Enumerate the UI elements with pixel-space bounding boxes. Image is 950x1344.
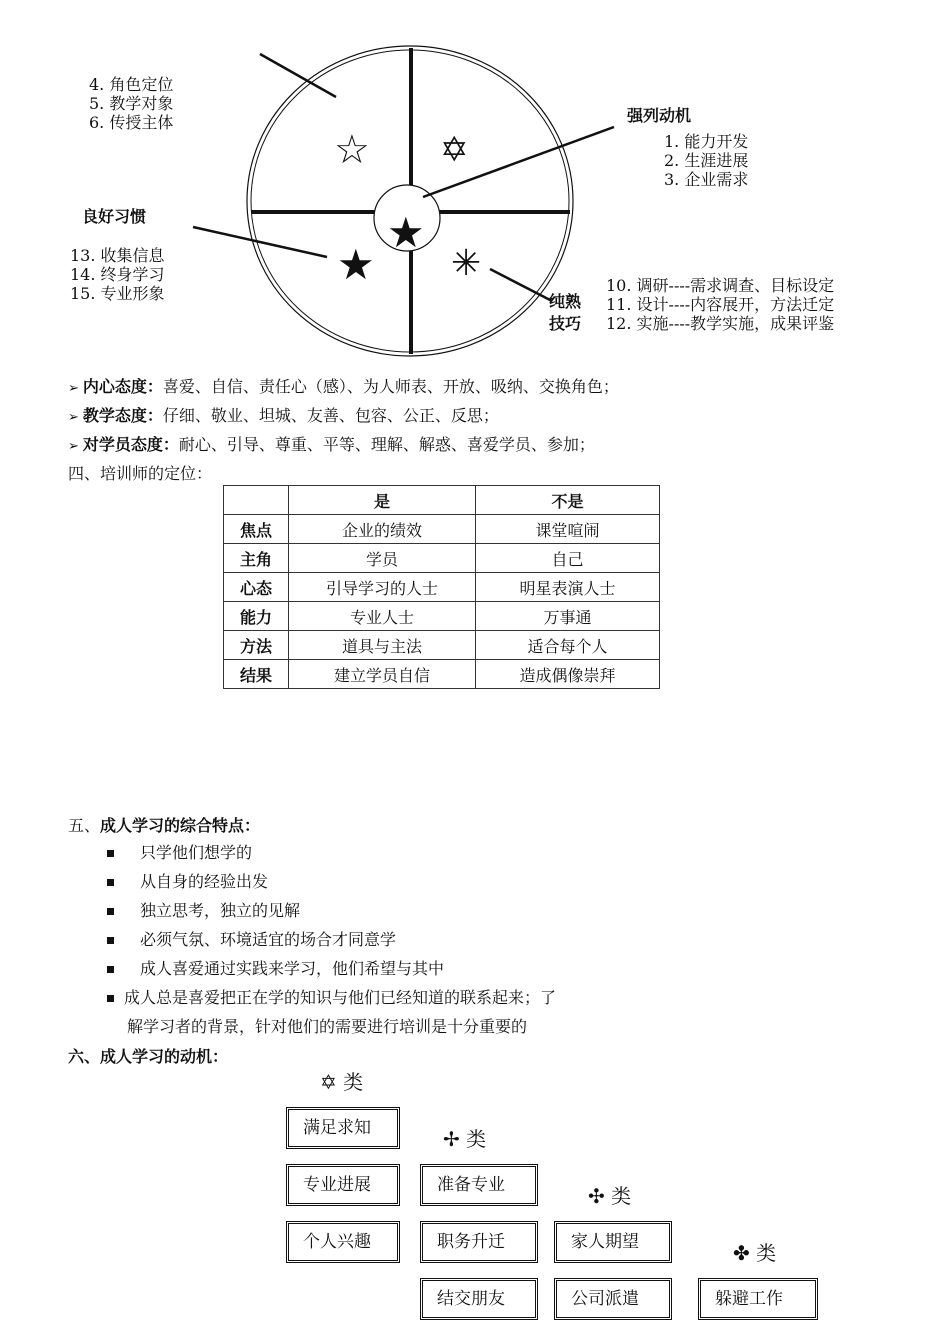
pointer-top-left bbox=[260, 54, 336, 97]
list-item bbox=[107, 840, 252, 863]
attitude-text: 喜爱、自信、责任心（感）、为人师表、开放、吸纳、交换角色； bbox=[162, 377, 619, 396]
list-item bbox=[107, 927, 396, 950]
table-cell: 造成偶像崇拜 bbox=[476, 660, 660, 689]
symbol-bottom-left-icon: ★ bbox=[337, 240, 375, 289]
table-header-cell bbox=[224, 486, 289, 515]
motivation-box: 结交朋友 bbox=[420, 1278, 538, 1320]
attitude-line bbox=[68, 432, 595, 455]
attitude-line bbox=[68, 374, 619, 397]
list-item: 12. 实施----教学实施，成果评鉴 bbox=[606, 314, 835, 333]
category-text: 类 bbox=[343, 1070, 364, 1094]
four-point-cross-icon: ✢ bbox=[443, 1127, 460, 1151]
category-label bbox=[588, 1180, 631, 1209]
attitude-label: 教学态度： bbox=[82, 406, 163, 425]
habits-list bbox=[70, 246, 165, 303]
table-header-cell: 不是 bbox=[476, 486, 660, 515]
table-header-cell: 是 bbox=[289, 486, 476, 515]
table-row bbox=[224, 573, 660, 602]
category-label bbox=[320, 1066, 363, 1095]
habits-title: 良好习惯 bbox=[82, 207, 147, 226]
list-item: 13. 收集信息 bbox=[70, 246, 165, 265]
arrow-bullet-icon: ➢ bbox=[68, 381, 79, 396]
table-cell: 明星表演人士 bbox=[476, 573, 660, 602]
motivation-box: 满足求知 bbox=[286, 1107, 400, 1149]
motivation-box: 家人期望 bbox=[554, 1221, 672, 1263]
list-item: 2. 生涯进展 bbox=[664, 151, 749, 170]
list-item: 6. 传授主体 bbox=[89, 113, 174, 132]
table-cell: 道具与主法 bbox=[289, 631, 476, 660]
list-item-text: 成人总是喜爱把正在学的知识与他们已经知道的联系起来；了 bbox=[124, 988, 557, 1007]
motivation-box: 个人兴趣 bbox=[286, 1221, 400, 1263]
trainer-positioning-table bbox=[223, 485, 660, 689]
category-label bbox=[443, 1123, 486, 1152]
square-bullet-icon bbox=[107, 908, 114, 915]
symbol-top-left-icon: ☆ bbox=[334, 127, 370, 173]
square-bullet-icon bbox=[107, 850, 114, 857]
four-dot-cross-icon: ✣ bbox=[588, 1184, 605, 1208]
motivation-box: 躲避工作 bbox=[698, 1278, 818, 1320]
list-item-text: 独立思考，独立的见解 bbox=[140, 901, 301, 920]
list-item bbox=[107, 956, 444, 979]
list-item: 1. 能力开发 bbox=[664, 132, 749, 151]
square-bullet-icon bbox=[107, 966, 114, 973]
list-item-text: 成人喜爱通过实践来学习，他们希望与其中 bbox=[140, 959, 445, 978]
section6-title: 六、成人学习的动机： bbox=[68, 1047, 229, 1066]
section4-title: 四、培训师的定位： bbox=[68, 464, 213, 483]
symbol-bottom-right-icon: ✳ bbox=[451, 243, 482, 284]
table-row bbox=[224, 631, 660, 660]
skill-title bbox=[549, 291, 581, 335]
list-item: 11. 设计----内容展开，方法迁定 bbox=[606, 295, 835, 314]
skill-list bbox=[606, 276, 834, 333]
list-item bbox=[107, 869, 268, 892]
table-row-head: 焦点 bbox=[224, 515, 289, 544]
section5-number: 五、 bbox=[68, 816, 101, 835]
motivation-box: 公司派遣 bbox=[554, 1278, 672, 1320]
attitude-text: 仔细、敬业、坦城、友善、包容、公正、反思； bbox=[162, 406, 499, 425]
table-cell: 万事通 bbox=[476, 602, 660, 631]
category-text: 类 bbox=[611, 1184, 632, 1208]
symbol-center-icon: ★ bbox=[387, 208, 425, 257]
attitude-label: 对学员态度： bbox=[82, 435, 179, 454]
list-item: 14. 终身学习 bbox=[70, 265, 165, 284]
list-item: 15. 专业形象 bbox=[70, 284, 165, 303]
list-item-continuation: 解学习者的背景，针对他们的需要进行培训是十分重要的 bbox=[127, 1017, 528, 1036]
list-item: 4. 角色定位 bbox=[89, 75, 174, 94]
attitude-label: 内心态度： bbox=[82, 377, 163, 396]
table-cell: 专业人士 bbox=[289, 602, 476, 631]
star-of-david-icon: ✡ bbox=[320, 1070, 337, 1094]
motivation-title: 强列动机 bbox=[627, 106, 692, 125]
symbol-top-right-icon: ✡ bbox=[440, 130, 469, 170]
category-text: 类 bbox=[756, 1241, 777, 1265]
table-cell: 学员 bbox=[289, 544, 476, 573]
category-label bbox=[733, 1237, 776, 1266]
table-cell: 建立学员自信 bbox=[289, 660, 476, 689]
table-cell: 课堂喧闹 bbox=[476, 515, 660, 544]
square-bullet-icon bbox=[107, 937, 114, 944]
table-row bbox=[224, 660, 660, 689]
table-row-head: 能力 bbox=[224, 602, 289, 631]
table-cell: 自己 bbox=[476, 544, 660, 573]
table-row bbox=[224, 544, 660, 573]
section5-heading: 成人学习的综合特点： bbox=[100, 816, 261, 835]
arrow-bullet-icon: ➢ bbox=[68, 410, 79, 425]
table-row-head: 主角 bbox=[224, 544, 289, 573]
table-row-head: 心态 bbox=[224, 573, 289, 602]
table-cell: 引导学习的人士 bbox=[289, 573, 476, 602]
category-text: 类 bbox=[466, 1127, 487, 1151]
list-item-text: 必须气氛、环境适宜的场合才同意学 bbox=[140, 930, 397, 949]
motivation-box: 职务升迁 bbox=[420, 1221, 538, 1263]
table-row-head: 结果 bbox=[224, 660, 289, 689]
motivation-box: 专业进展 bbox=[286, 1164, 400, 1206]
table-cell: 适合每个人 bbox=[476, 631, 660, 660]
four-leaf-clover-icon: ✤ bbox=[733, 1241, 750, 1265]
square-bullet-icon bbox=[107, 995, 114, 1002]
table-cell: 企业的绩效 bbox=[289, 515, 476, 544]
list-item bbox=[107, 898, 300, 921]
list-item: 3. 企业需求 bbox=[664, 170, 749, 189]
skill-title-line: 技巧 bbox=[549, 314, 582, 333]
attitude-line bbox=[68, 403, 499, 426]
left-top-list bbox=[89, 75, 173, 132]
list-item bbox=[107, 985, 556, 1008]
square-bullet-icon bbox=[107, 879, 114, 886]
attitude-text: 耐心、引导、尊重、平等、理解、解惑、喜爱学员、参加； bbox=[178, 435, 595, 454]
list-item-text: 从自身的经验出发 bbox=[140, 872, 269, 891]
table-row-head: 方法 bbox=[224, 631, 289, 660]
list-item: 10. 调研----需求调查、目标设定 bbox=[606, 276, 835, 295]
list-item-text: 只学他们想学的 bbox=[140, 843, 253, 862]
arrow-bullet-icon: ➢ bbox=[68, 439, 79, 454]
skill-title-line: 纯熟 bbox=[549, 292, 582, 311]
section5-title bbox=[68, 813, 260, 836]
table-row bbox=[224, 515, 660, 544]
table-header-row bbox=[224, 486, 660, 515]
list-item: 5. 教学对象 bbox=[89, 94, 174, 113]
motivation-list bbox=[664, 132, 748, 189]
table-row bbox=[224, 602, 660, 631]
motivation-box: 准备专业 bbox=[420, 1164, 538, 1206]
